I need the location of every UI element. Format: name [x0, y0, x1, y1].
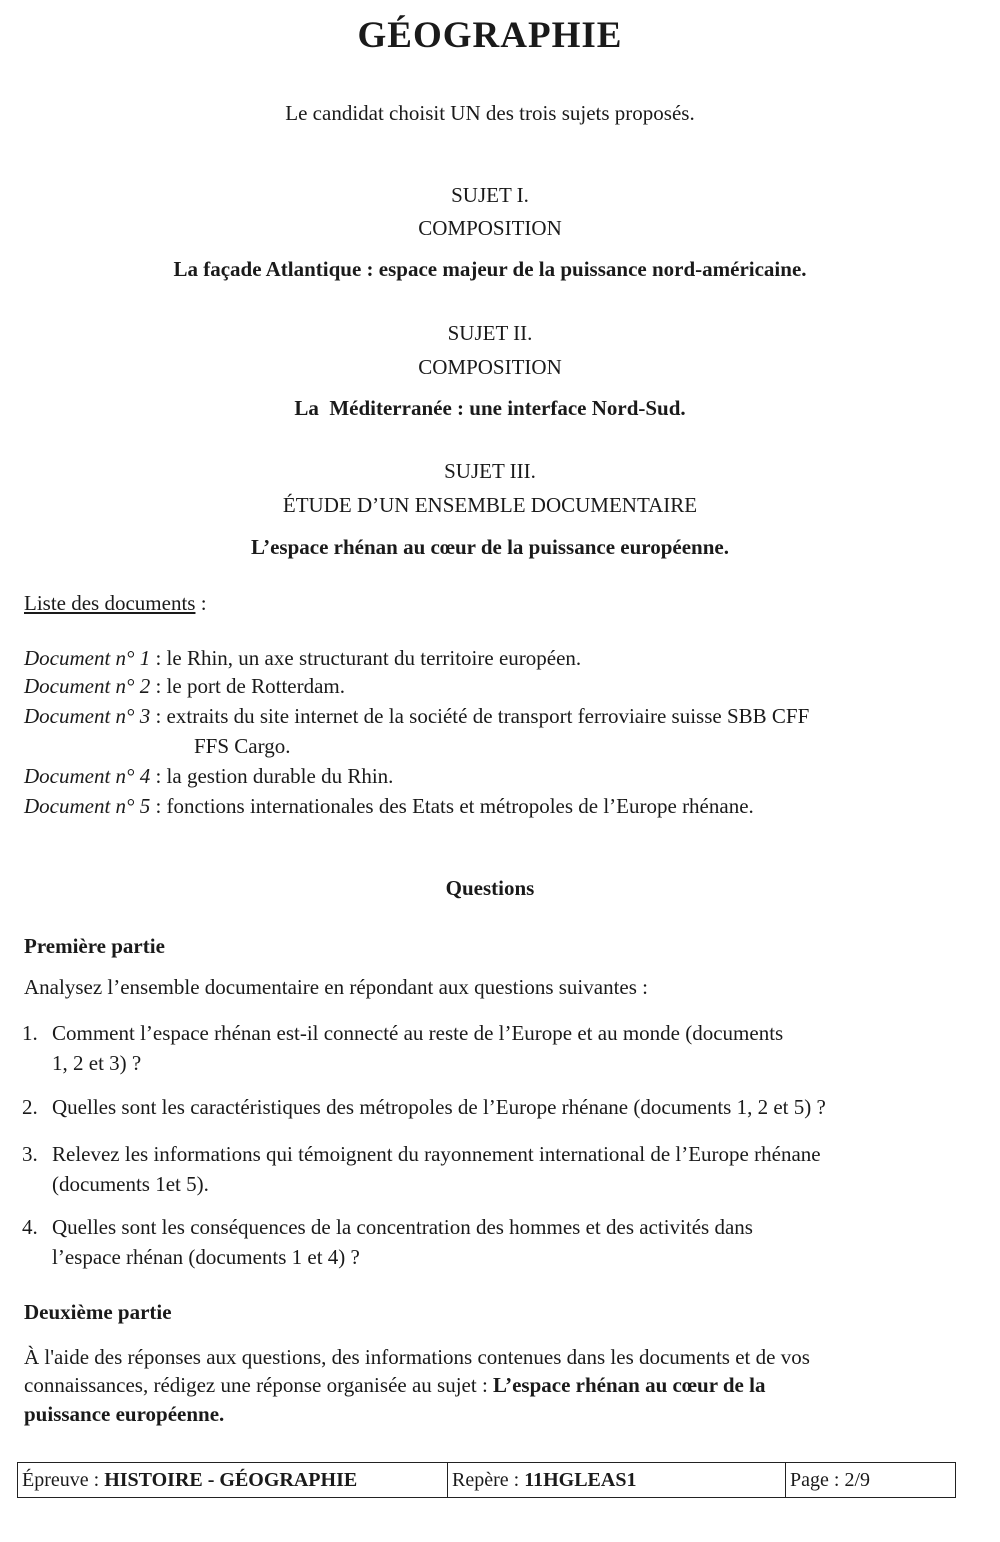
footer-repere-label: Repère :: [452, 1469, 525, 1491]
question-item: [22, 1021, 962, 1075]
document-text-continued: FFS Cargo.: [194, 734, 291, 758]
questions-heading: Questions: [445, 876, 535, 900]
intro-text: Le candidat choisit UN des trois sujets proposés.: [285, 101, 695, 125]
document-label: Document n° 1: [24, 646, 151, 670]
footer-repere: [448, 1463, 786, 1497]
documents-heading-suffix: :: [195, 591, 207, 615]
document-label: Document n° 2: [24, 674, 151, 698]
documents-heading-label: Liste des documents: [24, 591, 196, 615]
document-label: Document n° 5: [24, 794, 151, 818]
document-item: [24, 704, 964, 729]
question-text-continued: (documents 1et 5).: [52, 1172, 209, 1196]
subject-3-type: ÉTUDE D’UN ENSEMBLE DOCUMENTAIRE: [282, 493, 698, 517]
document-label: Document n° 4: [24, 764, 151, 788]
subject-1-type: COMPOSITION: [418, 216, 562, 240]
footer-page: [786, 1463, 955, 1497]
question-item: [22, 1095, 962, 1120]
subject-2-number: SUJET II.: [447, 321, 533, 345]
question-number: 3.: [22, 1142, 38, 1166]
part-2-line-2: [24, 1373, 954, 1398]
document-text: : le Rhin, un axe structurant du territoire européen.: [150, 646, 582, 670]
question-text: Quelles sont les conséquences de la concentration des hommes et des activités dans: [52, 1215, 753, 1239]
footer-epreuve-label: Épreuve :: [22, 1469, 105, 1491]
subject-1-number: SUJET I.: [451, 183, 529, 207]
question-item: [22, 1142, 962, 1196]
subject-1-heading: La façade Atlantique : espace majeur de la puissance nord-américaine.: [173, 257, 807, 281]
documents-heading: [24, 591, 207, 616]
subject-2-type: COMPOSITION: [418, 355, 562, 379]
subject-2-heading: La Méditerranée : une interface Nord-Sud.: [294, 396, 686, 420]
footer-epreuve-value: HISTOIRE - GÉOGRAPHIE: [104, 1469, 358, 1491]
subject-3-number: SUJET III.: [444, 459, 536, 483]
question-text: Relevez les informations qui témoignent du rayonnement international de l’Europe rhénane: [52, 1142, 821, 1166]
question-number: 1.: [22, 1021, 38, 1045]
page-title: GÉOGRAPHIE: [357, 15, 623, 56]
document-text: : le port de Rotterdam.: [150, 674, 346, 698]
question-number: 4.: [22, 1215, 38, 1239]
subject-3-heading: L’espace rhénan au cœur de la puissance européenne.: [251, 535, 729, 559]
part-2-heading: Deuxième partie: [24, 1300, 172, 1324]
footer-page-label: Page :: [790, 1469, 845, 1491]
document-item: [24, 764, 964, 789]
question-text: Quelles sont les caractéristiques des métropoles de l’Europe rhénane (documents 1, 2 et 5) ?: [52, 1095, 826, 1119]
part-2-subject-continued: puissance européenne.: [24, 1402, 225, 1426]
document-label: Document n° 3: [24, 704, 151, 728]
document-item: [24, 794, 964, 819]
question-text-continued: 1, 2 et 3) ?: [52, 1051, 142, 1075]
part-2-subject: L’espace rhénan au cœur de la: [493, 1373, 766, 1397]
document-text: : la gestion durable du Rhin.: [150, 764, 394, 788]
footer-repere-value: 11HGLEAS1: [524, 1469, 637, 1491]
question-number: 2.: [22, 1095, 38, 1119]
question-item: [22, 1215, 962, 1269]
document-item: [24, 646, 964, 671]
question-text: Comment l’espace rhénan est-il connecté au reste de l’Europe et au monde (documents: [52, 1021, 784, 1045]
part-1-heading: Première partie: [24, 934, 165, 958]
document-item: [24, 674, 964, 699]
page-footer: [17, 1462, 956, 1498]
part-2-line-1: À l'aide des réponses aux questions, des informations contenues dans les documents et de vos: [24, 1345, 810, 1369]
document-text: : extraits du site internet de la société de transport ferroviaire suisse SBB CFF: [150, 704, 810, 728]
part-2-instruction: connaissances, rédigez une réponse organisée au sujet :: [24, 1373, 494, 1397]
footer-page-value: 2/9: [844, 1469, 870, 1491]
footer-epreuve: [18, 1463, 448, 1497]
question-text-continued: l’espace rhénan (documents 1 et 4) ?: [52, 1245, 360, 1269]
document-text: : fonctions internationales des Etats et métropoles de l’Europe rhénane.: [150, 794, 754, 818]
part-1-intro: Analysez l’ensemble documentaire en répondant aux questions suivantes :: [24, 975, 648, 999]
